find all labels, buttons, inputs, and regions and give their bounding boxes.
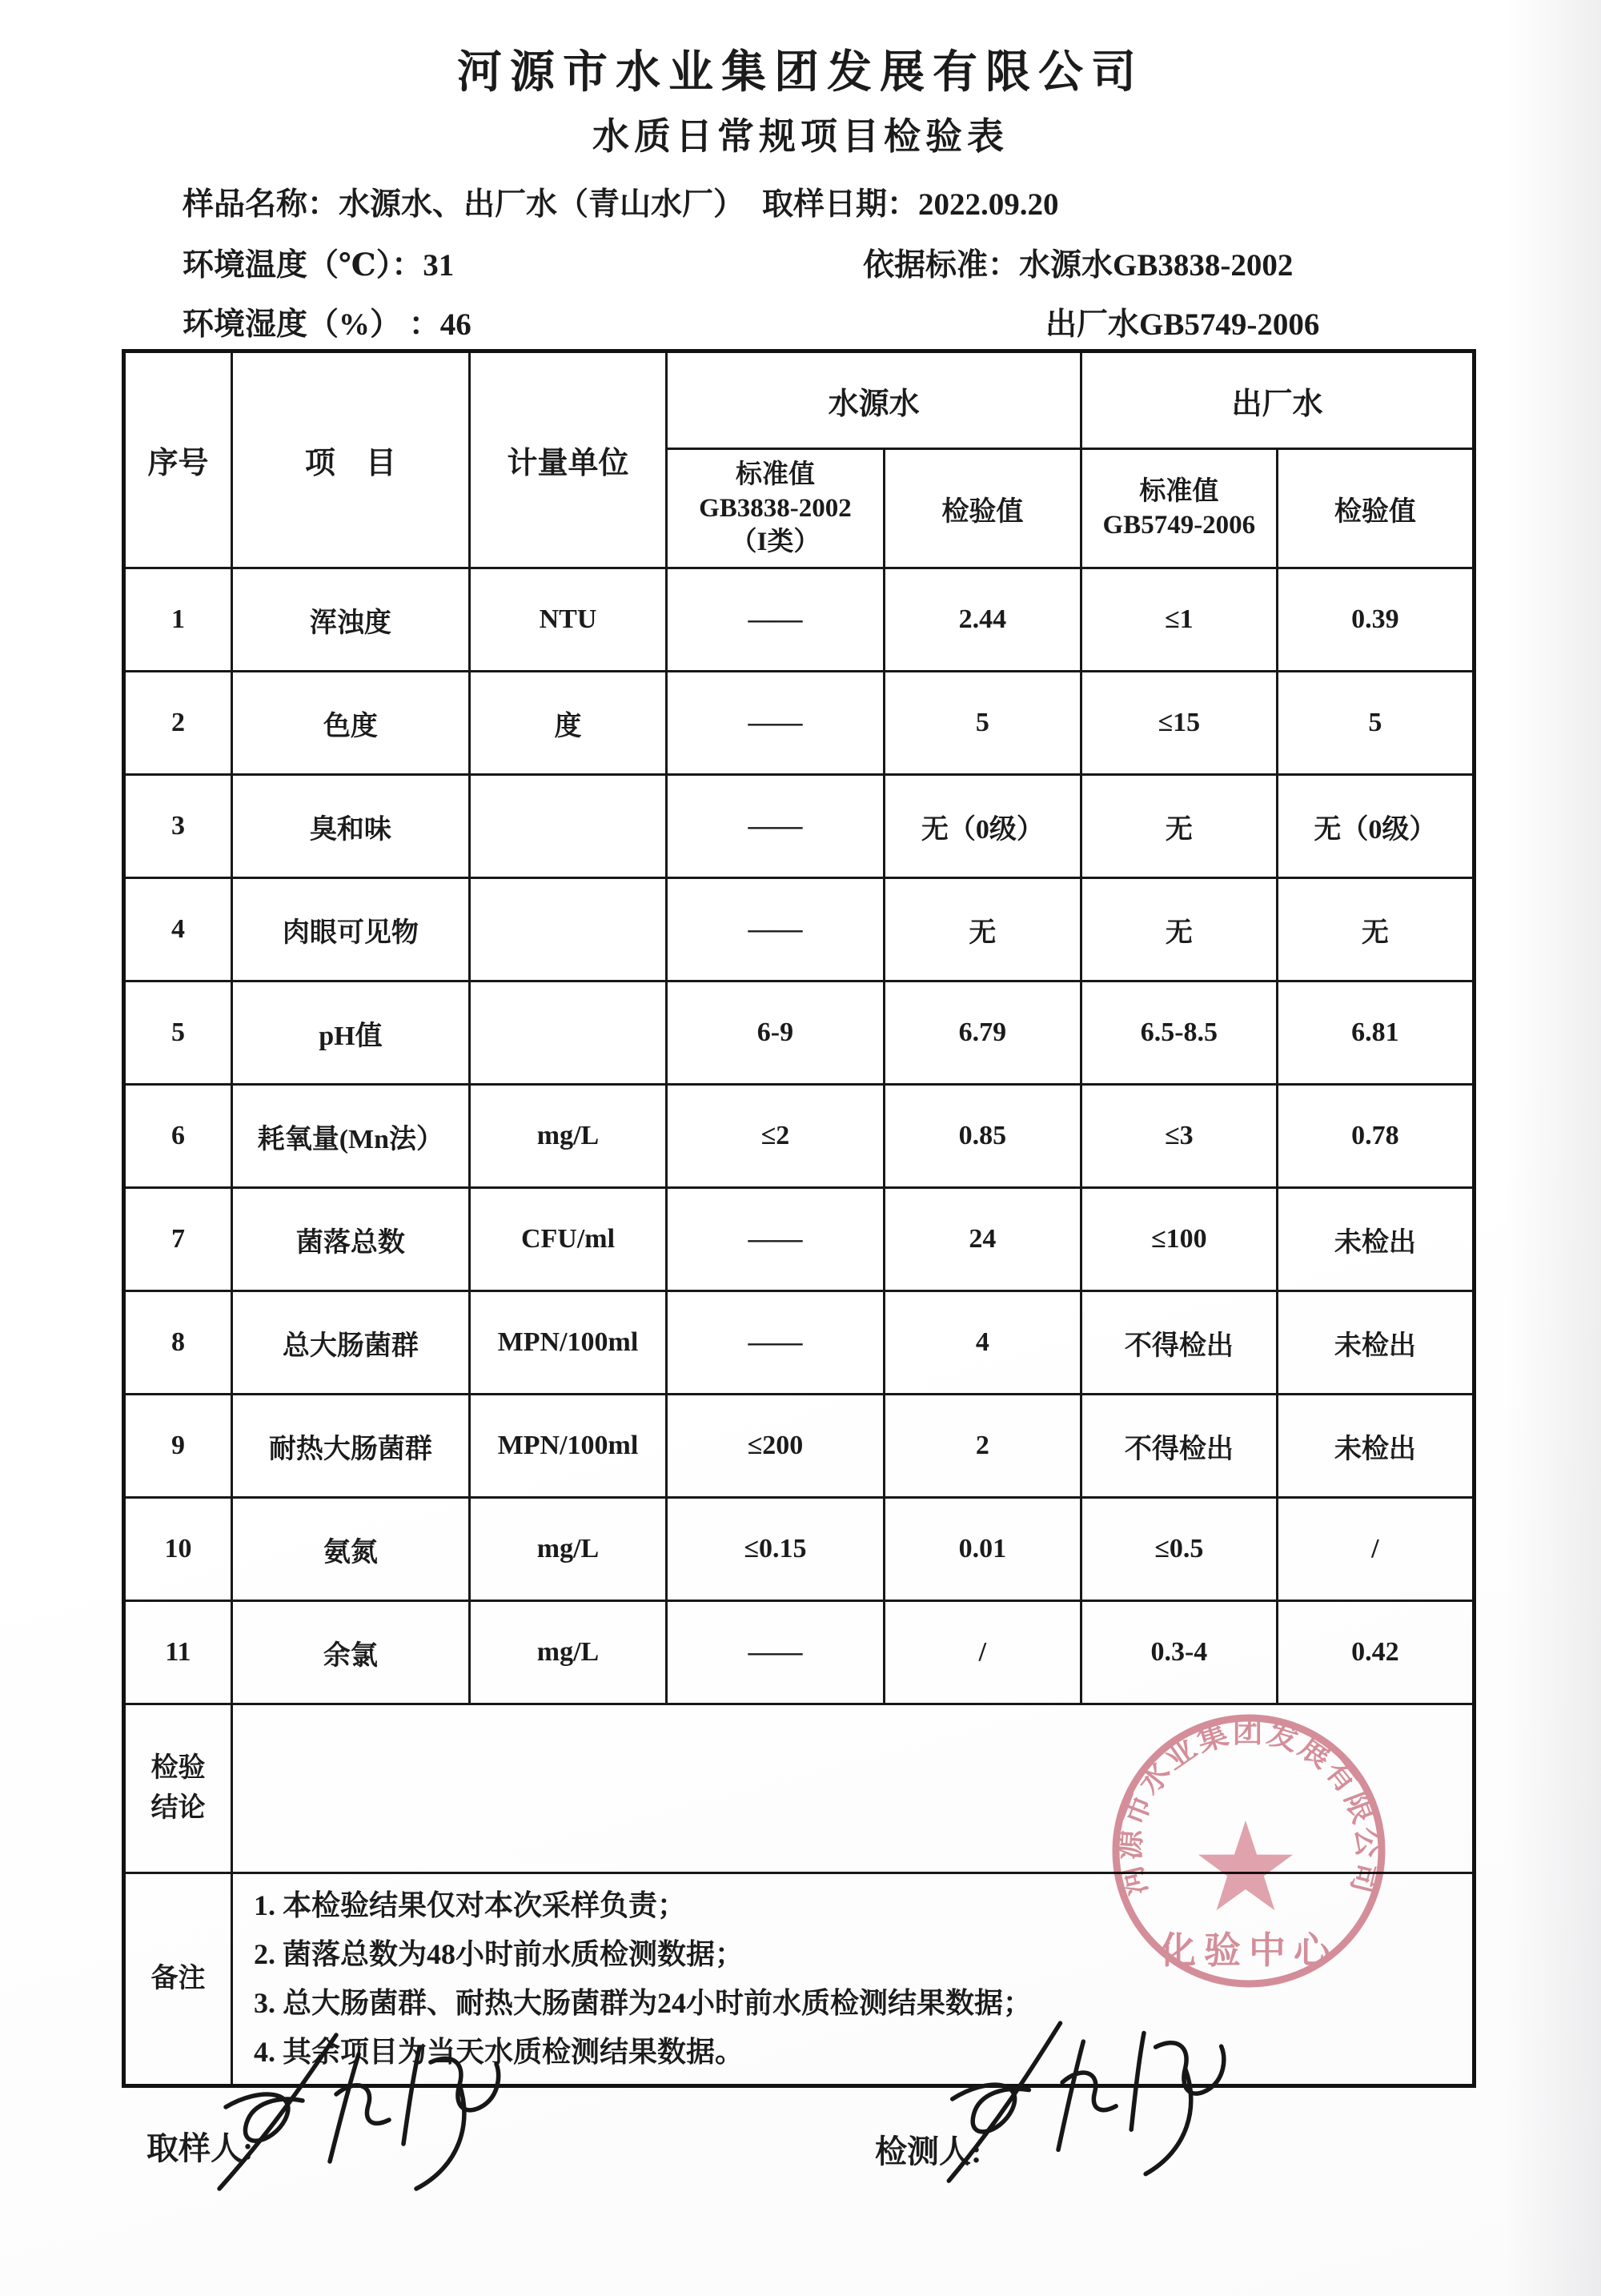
tester-label: 检测人: <box>875 2133 982 2170</box>
header-source-standard: 标准值 GB3838-2002 （I类） <box>667 449 885 568</box>
cell-unit: 度 <box>469 672 666 775</box>
header-seq: 序号 <box>124 351 232 568</box>
cell-seq: 10 <box>124 1498 232 1601</box>
cell-unit: MPN/100ml <box>469 1395 666 1498</box>
table-row <box>124 1498 1475 1601</box>
cell-item: 耐热大肠菌群 <box>231 1395 469 1498</box>
cell-src-val: 0.01 <box>884 1498 1081 1601</box>
cell-src-std: —— <box>667 1291 885 1395</box>
cell-tap-val: 0.78 <box>1277 1085 1474 1188</box>
header-unit: 计量单位 <box>469 351 666 568</box>
cell-tap-val: 未检出 <box>1277 1188 1474 1291</box>
page-title: 河源市水业集团发展有限公司 <box>457 48 1144 98</box>
cell-unit: mg/L <box>469 1085 666 1188</box>
cell-seq: 3 <box>124 775 232 878</box>
cell-src-std: —— <box>667 775 885 878</box>
cell-src-val: 2 <box>884 1395 1081 1498</box>
cell-tap-std: 无 <box>1081 878 1278 981</box>
cell-tap-std: 不得检出 <box>1081 1395 1278 1498</box>
cell-src-val: / <box>884 1601 1081 1704</box>
conclusion-label: 检验 结论 <box>124 1704 232 1873</box>
cell-tap-std: ≤0.5 <box>1081 1498 1278 1601</box>
table-row <box>124 775 1475 878</box>
cell-unit: MPN/100ml <box>469 1291 666 1395</box>
cell-unit <box>469 878 666 981</box>
remark-item: 3. 总大肠菌群、耐热大肠菌群为24小时前水质检测结果数据； <box>253 1987 1032 2019</box>
cell-seq: 4 <box>124 878 232 981</box>
cell-tap-val: 5 <box>1277 672 1474 775</box>
standard-source-value: 水源水GB3838-2002 <box>1019 248 1294 283</box>
table-row <box>124 1601 1475 1704</box>
table-row <box>124 568 1475 672</box>
env-temperature-line <box>183 240 454 285</box>
stamp-arc-text: 河源市水业集团发展有限公司 <box>1113 1715 1385 1900</box>
standard-tap-value: 出厂水GB5749-2006 <box>1045 307 1320 342</box>
cell-src-val: 无 <box>884 878 1081 981</box>
cell-tap-std: ≤100 <box>1081 1188 1278 1291</box>
table-row <box>124 878 1475 981</box>
cell-seq: 9 <box>124 1395 232 1498</box>
cell-item: 臭和味 <box>231 775 469 878</box>
cell-tap-val: 未检出 <box>1277 1395 1474 1498</box>
cell-unit <box>469 981 666 1085</box>
remark-item: 4. 其余项目为当天水质检测结果数据。 <box>253 2036 744 2068</box>
cell-tap-val: 无（0级） <box>1277 775 1474 878</box>
cell-seq: 8 <box>124 1291 232 1395</box>
cell-tap-std: ≤3 <box>1081 1085 1278 1188</box>
tester-signature <box>925 2005 1252 2201</box>
cell-tap-std: 无 <box>1081 775 1278 878</box>
table-row <box>124 981 1475 1085</box>
cell-src-std: ≤0.15 <box>667 1498 885 1601</box>
header-tap-standard: 标准值 GB5749-2006 <box>1081 449 1278 568</box>
cell-item: 肉眼可见物 <box>231 878 469 981</box>
cell-src-val: 无（0级） <box>884 775 1081 878</box>
env-temperature-label: 环境温度（℃）： <box>183 248 423 283</box>
cell-tap-val: / <box>1277 1498 1474 1601</box>
standard-label: 依据标准： <box>863 248 1020 283</box>
cell-src-val: 5 <box>884 672 1081 775</box>
cell-src-std: —— <box>667 1601 885 1704</box>
header-tap-group: 出厂水 <box>1081 351 1475 449</box>
header-source-checkvalue: 检验值 <box>884 449 1081 568</box>
cell-src-std: 6-9 <box>667 981 885 1085</box>
cell-unit: NTU <box>469 568 666 672</box>
header-source-group: 水源水 <box>667 351 1081 449</box>
env-humidity-line <box>183 299 471 344</box>
header-item: 项 目 <box>231 351 469 568</box>
cell-item: 氨氮 <box>231 1498 469 1601</box>
cell-seq: 2 <box>124 672 232 775</box>
cell-item: 总大肠菌群 <box>231 1291 469 1395</box>
cell-tap-std: ≤15 <box>1081 672 1278 775</box>
remarks-label: 备注 <box>124 1873 232 2086</box>
cell-tap-std: 6.5-8.5 <box>1081 981 1278 1085</box>
cell-unit: mg/L <box>469 1601 666 1704</box>
sampler-label: 取样人: <box>146 2130 254 2166</box>
cell-tap-val: 无 <box>1277 878 1474 981</box>
cell-src-std: —— <box>667 672 885 775</box>
cell-src-std: ≤2 <box>667 1085 885 1188</box>
sampling-date-value: 2022.09.20 <box>918 187 1059 222</box>
cell-item: 耗氧量(Mn法） <box>231 1085 469 1188</box>
cell-seq: 5 <box>124 981 232 1085</box>
official-stamp <box>1095 1697 1402 2005</box>
remark-item: 2. 菌落总数为48小时前水质检测数据； <box>253 1938 744 1970</box>
cell-src-val: 24 <box>884 1188 1081 1291</box>
standard-reference-line <box>863 240 1293 285</box>
cell-src-val: 2.44 <box>884 568 1081 672</box>
table-header-row <box>124 351 1475 449</box>
cell-unit: CFU/ml <box>469 1188 666 1291</box>
remark-item: 1. 本检验结果仅对本次采样负责； <box>253 1889 686 1921</box>
cell-src-std: —— <box>667 1188 885 1291</box>
cell-tap-val: 0.39 <box>1277 568 1474 672</box>
doc-subtitle: 水质日常规项目检验表 <box>592 116 1009 157</box>
cell-unit: mg/L <box>469 1498 666 1601</box>
cell-src-val: 0.85 <box>884 1085 1081 1188</box>
cell-seq: 6 <box>124 1085 232 1188</box>
cell-src-std: —— <box>667 878 885 981</box>
cell-item: 色度 <box>231 672 469 775</box>
table-row <box>124 1188 1475 1291</box>
stamp-center-text: 化验中心 <box>1159 1930 1338 1971</box>
cell-unit <box>469 775 666 878</box>
cell-tap-std: ≤1 <box>1081 568 1278 672</box>
cell-tap-val: 未检出 <box>1277 1291 1474 1395</box>
cell-src-val: 4 <box>884 1291 1081 1395</box>
table-row <box>124 1291 1475 1395</box>
env-humidity-value: 46 <box>439 307 471 342</box>
cell-src-std: —— <box>667 568 885 672</box>
table-row <box>124 1085 1475 1188</box>
sample-name-value: 水源水、出厂水（青山水厂） <box>339 187 745 222</box>
cell-seq: 7 <box>124 1188 232 1291</box>
stamp-star-icon <box>1198 1820 1293 1910</box>
sample-info-line <box>183 179 1059 224</box>
cell-tap-val: 6.81 <box>1277 981 1474 1085</box>
cell-seq: 1 <box>124 568 232 672</box>
cell-src-std: ≤200 <box>667 1395 885 1498</box>
cell-item: pH值 <box>231 981 469 1085</box>
env-temperature-value: 31 <box>423 248 455 283</box>
cell-item: 菌落总数 <box>231 1188 469 1291</box>
header-tap-checkvalue: 检验值 <box>1277 449 1474 568</box>
cell-tap-std: 不得检出 <box>1081 1291 1278 1395</box>
env-humidity-label: 环境湿度（%） ： <box>183 307 440 342</box>
table-row <box>124 1395 1475 1498</box>
sampler-signature <box>202 2024 522 2208</box>
cell-tap-val: 0.42 <box>1277 1601 1474 1704</box>
sampling-date-label: 取样日期： <box>762 187 919 222</box>
table-row <box>124 672 1475 775</box>
cell-src-val: 6.79 <box>884 981 1081 1085</box>
sample-name-label: 样品名称： <box>183 187 339 222</box>
cell-item: 浑浊度 <box>231 568 469 672</box>
cell-seq: 11 <box>124 1601 232 1704</box>
cell-tap-std: 0.3-4 <box>1081 1601 1278 1704</box>
cell-item: 余氯 <box>231 1601 469 1704</box>
